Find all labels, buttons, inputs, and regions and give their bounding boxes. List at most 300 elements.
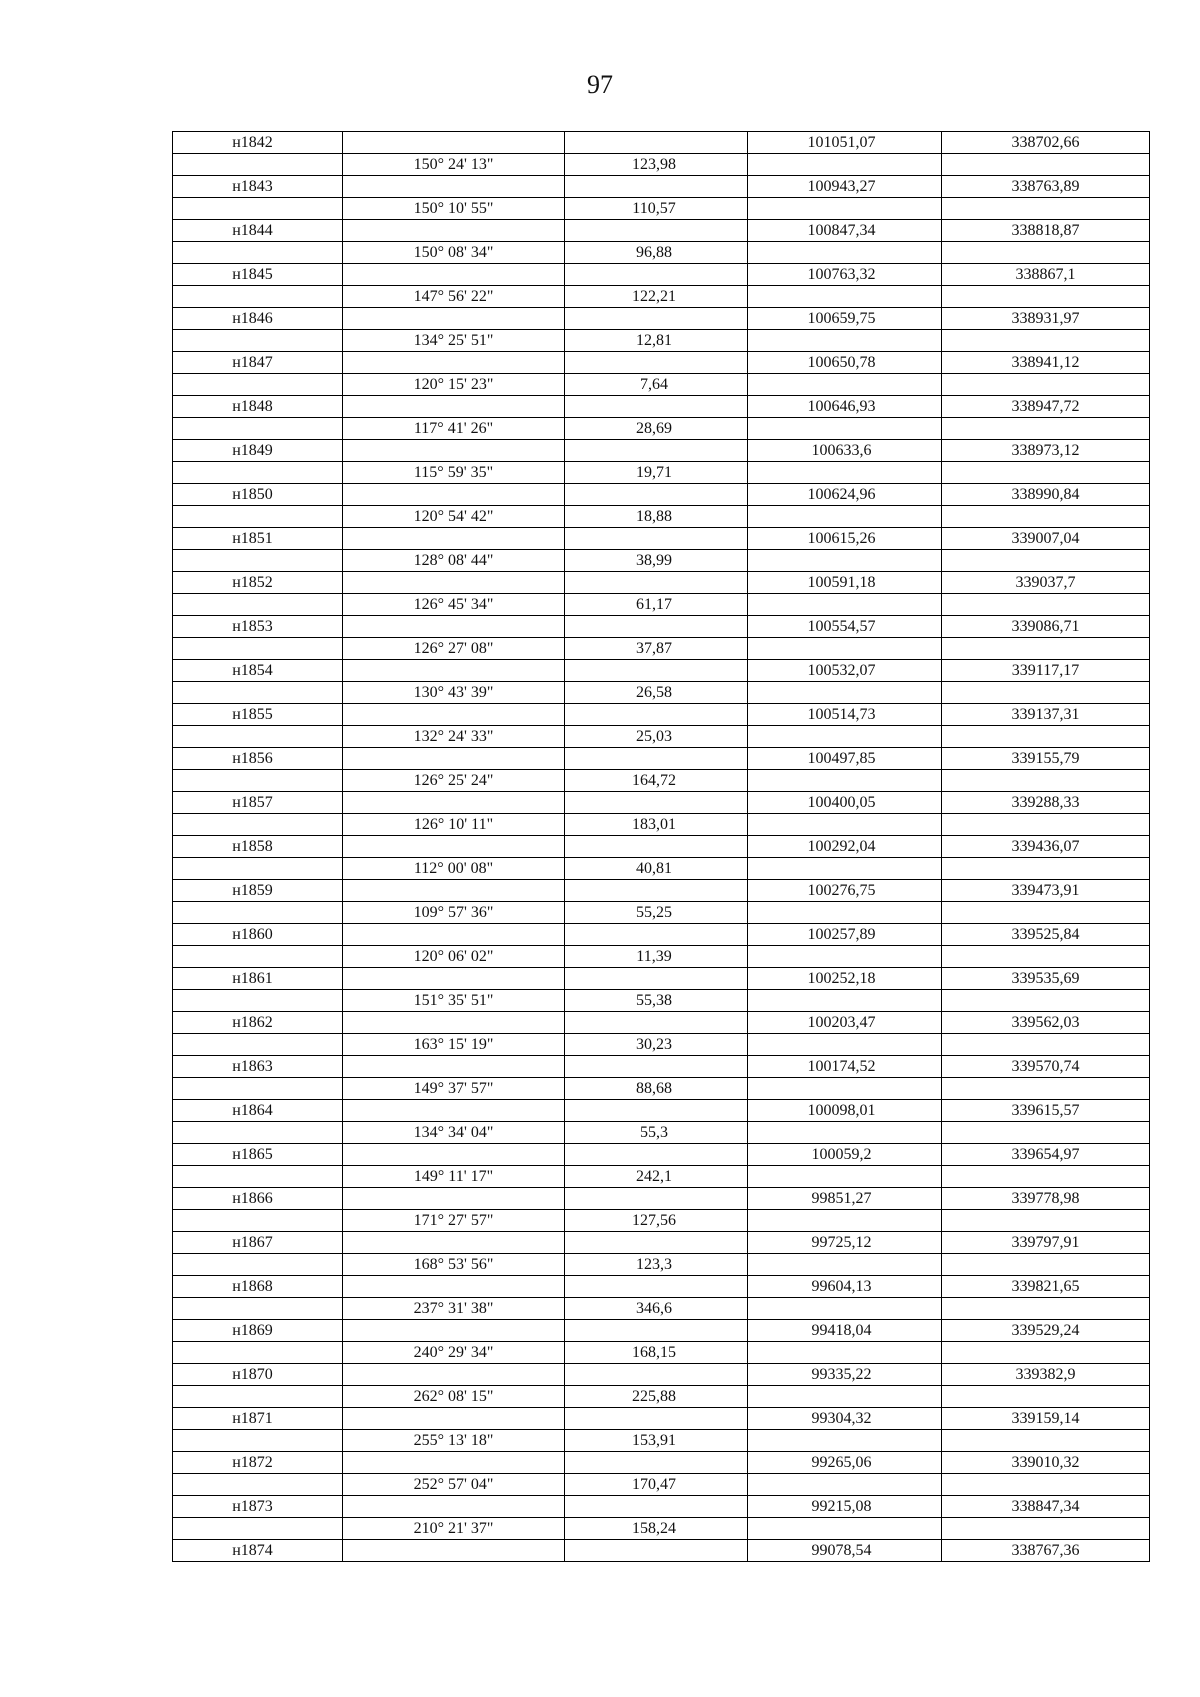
distance-cell: 12,81 <box>565 330 748 352</box>
direction-angle-cell: 147° 56' 22" <box>343 286 565 308</box>
distance-cell <box>565 1188 748 1210</box>
direction-angle-cell: 134° 25' 51" <box>343 330 565 352</box>
point-name-cell <box>173 814 343 836</box>
point-row <box>173 1144 1150 1166</box>
point-name-cell <box>173 1122 343 1144</box>
direction-angle-cell: 126° 10' 11" <box>343 814 565 836</box>
y-coordinate-cell <box>942 286 1150 308</box>
point-name-cell: н1858 <box>173 836 343 858</box>
point-name-cell <box>173 1342 343 1364</box>
segment-row <box>173 594 1150 616</box>
point-row <box>173 528 1150 550</box>
point-row <box>173 1452 1150 1474</box>
point-name-cell: н1843 <box>173 176 343 198</box>
point-row <box>173 880 1150 902</box>
direction-angle-cell <box>343 440 565 462</box>
y-coordinate-cell: 339535,69 <box>942 968 1150 990</box>
point-row <box>173 1188 1150 1210</box>
x-coordinate-cell: 100292,04 <box>748 836 942 858</box>
direction-angle-cell <box>343 968 565 990</box>
point-name-cell: н1854 <box>173 660 343 682</box>
distance-cell <box>565 968 748 990</box>
direction-angle-cell <box>343 1408 565 1430</box>
x-coordinate-cell: 100763,32 <box>748 264 942 286</box>
y-coordinate-cell <box>942 198 1150 220</box>
direction-angle-cell <box>343 352 565 374</box>
y-coordinate-cell <box>942 1210 1150 1232</box>
distance-cell <box>565 792 748 814</box>
direction-angle-cell: 150° 24' 13" <box>343 154 565 176</box>
point-row <box>173 616 1150 638</box>
y-coordinate-cell <box>942 594 1150 616</box>
x-coordinate-cell: 100943,27 <box>748 176 942 198</box>
x-coordinate-cell: 100252,18 <box>748 968 942 990</box>
point-name-cell <box>173 1254 343 1276</box>
direction-angle-cell <box>343 1188 565 1210</box>
y-coordinate-cell <box>942 1298 1150 1320</box>
point-name-cell <box>173 594 343 616</box>
x-coordinate-cell: 100650,78 <box>748 352 942 374</box>
point-name-cell <box>173 638 343 660</box>
distance-cell <box>565 264 748 286</box>
direction-angle-cell: 126° 45' 34" <box>343 594 565 616</box>
point-name-cell <box>173 418 343 440</box>
y-coordinate-cell: 339778,98 <box>942 1188 1150 1210</box>
segment-row <box>173 462 1150 484</box>
y-coordinate-cell <box>942 330 1150 352</box>
x-coordinate-cell: 100624,96 <box>748 484 942 506</box>
distance-cell: 183,01 <box>565 814 748 836</box>
direction-angle-cell: 128° 08' 44" <box>343 550 565 572</box>
x-coordinate-cell <box>748 814 942 836</box>
distance-cell <box>565 308 748 330</box>
y-coordinate-cell <box>942 1518 1150 1540</box>
point-name-cell: н1857 <box>173 792 343 814</box>
distance-cell: 26,58 <box>565 682 748 704</box>
direction-angle-cell <box>343 836 565 858</box>
point-name-cell: н1871 <box>173 1408 343 1430</box>
distance-cell <box>565 1540 748 1562</box>
y-coordinate-cell: 338931,97 <box>942 308 1150 330</box>
distance-cell: 61,17 <box>565 594 748 616</box>
point-name-cell: н1872 <box>173 1452 343 1474</box>
direction-angle-cell <box>343 1232 565 1254</box>
direction-angle-cell <box>343 1540 565 1562</box>
x-coordinate-cell <box>748 1210 942 1232</box>
point-name-cell: н1846 <box>173 308 343 330</box>
y-coordinate-cell: 338941,12 <box>942 352 1150 374</box>
direction-angle-cell: 163° 15' 19" <box>343 1034 565 1056</box>
point-name-cell: н1842 <box>173 132 343 154</box>
distance-cell <box>565 1408 748 1430</box>
y-coordinate-cell: 338947,72 <box>942 396 1150 418</box>
y-coordinate-cell: 339821,65 <box>942 1276 1150 1298</box>
x-coordinate-cell <box>748 946 942 968</box>
coordinates-table <box>172 131 1150 1562</box>
point-name-cell: н1862 <box>173 1012 343 1034</box>
segment-row <box>173 506 1150 528</box>
page-number: 97 <box>587 70 613 99</box>
point-name-cell <box>173 154 343 176</box>
x-coordinate-cell: 100646,93 <box>748 396 942 418</box>
point-name-cell: н1849 <box>173 440 343 462</box>
segment-row <box>173 242 1150 264</box>
direction-angle-cell: 168° 53' 56" <box>343 1254 565 1276</box>
direction-angle-cell: 117° 41' 26" <box>343 418 565 440</box>
y-coordinate-cell <box>942 418 1150 440</box>
point-name-cell <box>173 726 343 748</box>
point-row <box>173 1012 1150 1034</box>
segment-row <box>173 1078 1150 1100</box>
x-coordinate-cell: 100554,57 <box>748 616 942 638</box>
x-coordinate-cell: 99604,13 <box>748 1276 942 1298</box>
direction-angle-cell <box>343 1276 565 1298</box>
distance-cell: 96,88 <box>565 242 748 264</box>
distance-cell <box>565 132 748 154</box>
segment-row <box>173 1166 1150 1188</box>
x-coordinate-cell <box>748 550 942 572</box>
distance-cell <box>565 748 748 770</box>
point-name-cell <box>173 198 343 220</box>
point-row <box>173 1496 1150 1518</box>
segment-row <box>173 1122 1150 1144</box>
direction-angle-cell <box>343 308 565 330</box>
y-coordinate-cell: 339117,17 <box>942 660 1150 682</box>
distance-cell: 164,72 <box>565 770 748 792</box>
direction-angle-cell: 210° 21' 37" <box>343 1518 565 1540</box>
distance-cell <box>565 1452 748 1474</box>
distance-cell: 242,1 <box>565 1166 748 1188</box>
segment-row <box>173 418 1150 440</box>
distance-cell <box>565 440 748 462</box>
point-row <box>173 924 1150 946</box>
point-name-cell: н1855 <box>173 704 343 726</box>
y-coordinate-cell: 338990,84 <box>942 484 1150 506</box>
direction-angle-cell: 120° 15' 23" <box>343 374 565 396</box>
y-coordinate-cell <box>942 858 1150 880</box>
direction-angle-cell <box>343 1012 565 1034</box>
x-coordinate-cell <box>748 990 942 1012</box>
point-row <box>173 660 1150 682</box>
segment-row <box>173 902 1150 924</box>
y-coordinate-cell <box>942 1342 1150 1364</box>
x-coordinate-cell <box>748 374 942 396</box>
x-coordinate-cell <box>748 1298 942 1320</box>
x-coordinate-cell <box>748 902 942 924</box>
point-name-cell: н1847 <box>173 352 343 374</box>
y-coordinate-cell: 339570,74 <box>942 1056 1150 1078</box>
point-name-cell <box>173 286 343 308</box>
direction-angle-cell <box>343 748 565 770</box>
y-coordinate-cell <box>942 1078 1150 1100</box>
direction-angle-cell: 171° 27' 57" <box>343 1210 565 1232</box>
direction-angle-cell: 134° 34' 04" <box>343 1122 565 1144</box>
point-name-cell <box>173 1474 343 1496</box>
segment-row <box>173 990 1150 1012</box>
segment-row <box>173 1298 1150 1320</box>
distance-cell: 346,6 <box>565 1298 748 1320</box>
direction-angle-cell <box>343 616 565 638</box>
point-name-cell <box>173 946 343 968</box>
y-coordinate-cell: 338767,36 <box>942 1540 1150 1562</box>
distance-cell <box>565 176 748 198</box>
point-row <box>173 1056 1150 1078</box>
distance-cell: 88,68 <box>565 1078 748 1100</box>
distance-cell <box>565 1232 748 1254</box>
distance-cell: 110,57 <box>565 198 748 220</box>
distance-cell: 127,56 <box>565 1210 748 1232</box>
point-name-cell: н1867 <box>173 1232 343 1254</box>
segment-row <box>173 1254 1150 1276</box>
point-row <box>173 792 1150 814</box>
distance-cell: 225,88 <box>565 1386 748 1408</box>
y-coordinate-cell: 338847,34 <box>942 1496 1150 1518</box>
distance-cell: 55,38 <box>565 990 748 1012</box>
distance-cell: 19,71 <box>565 462 748 484</box>
y-coordinate-cell: 339797,91 <box>942 1232 1150 1254</box>
point-name-cell <box>173 770 343 792</box>
direction-angle-cell <box>343 396 565 418</box>
distance-cell <box>565 220 748 242</box>
distance-cell <box>565 660 748 682</box>
distance-cell <box>565 1364 748 1386</box>
x-coordinate-cell: 100203,47 <box>748 1012 942 1034</box>
distance-cell <box>565 704 748 726</box>
x-coordinate-cell <box>748 1518 942 1540</box>
distance-cell <box>565 616 748 638</box>
y-coordinate-cell <box>942 990 1150 1012</box>
direction-angle-cell: 149° 37' 57" <box>343 1078 565 1100</box>
y-coordinate-cell <box>942 506 1150 528</box>
point-name-cell <box>173 330 343 352</box>
segment-row <box>173 1034 1150 1056</box>
x-coordinate-cell: 100659,75 <box>748 308 942 330</box>
distance-cell: 18,88 <box>565 506 748 528</box>
distance-cell <box>565 836 748 858</box>
x-coordinate-cell <box>748 330 942 352</box>
x-coordinate-cell <box>748 858 942 880</box>
point-name-cell <box>173 550 343 572</box>
direction-angle-cell: 262° 08' 15" <box>343 1386 565 1408</box>
point-name-cell <box>173 1078 343 1100</box>
segment-row <box>173 682 1150 704</box>
point-row <box>173 1408 1150 1430</box>
y-coordinate-cell: 339436,07 <box>942 836 1150 858</box>
point-name-cell <box>173 1386 343 1408</box>
point-name-cell: н1864 <box>173 1100 343 1122</box>
y-coordinate-cell: 339010,32 <box>942 1452 1150 1474</box>
point-row <box>173 352 1150 374</box>
x-coordinate-cell <box>748 1386 942 1408</box>
y-coordinate-cell <box>942 1430 1150 1452</box>
x-coordinate-cell: 100633,6 <box>748 440 942 462</box>
direction-angle-cell: 120° 06' 02" <box>343 946 565 968</box>
y-coordinate-cell <box>942 1122 1150 1144</box>
y-coordinate-cell <box>942 1166 1150 1188</box>
direction-angle-cell: 151° 35' 51" <box>343 990 565 1012</box>
segment-row <box>173 1430 1150 1452</box>
x-coordinate-cell <box>748 1342 942 1364</box>
distance-cell <box>565 1056 748 1078</box>
y-coordinate-cell <box>942 1034 1150 1056</box>
distance-cell <box>565 1012 748 1034</box>
distance-cell <box>565 572 748 594</box>
point-name-cell <box>173 1298 343 1320</box>
direction-angle-cell: 126° 25' 24" <box>343 770 565 792</box>
direction-angle-cell: 109° 57' 36" <box>343 902 565 924</box>
direction-angle-cell <box>343 1100 565 1122</box>
direction-angle-cell <box>343 880 565 902</box>
point-name-cell: н1869 <box>173 1320 343 1342</box>
y-coordinate-cell <box>942 770 1150 792</box>
y-coordinate-cell: 338818,87 <box>942 220 1150 242</box>
direction-angle-cell: 126° 27' 08" <box>343 638 565 660</box>
y-coordinate-cell: 338867,1 <box>942 264 1150 286</box>
point-name-cell: н1865 <box>173 1144 343 1166</box>
direction-angle-cell <box>343 484 565 506</box>
direction-angle-cell <box>343 1452 565 1474</box>
x-coordinate-cell <box>748 1078 942 1100</box>
distance-cell: 40,81 <box>565 858 748 880</box>
distance-cell: 123,98 <box>565 154 748 176</box>
direction-angle-cell <box>343 1364 565 1386</box>
y-coordinate-cell <box>942 682 1150 704</box>
direction-angle-cell <box>343 528 565 550</box>
direction-angle-cell <box>343 792 565 814</box>
distance-cell <box>565 396 748 418</box>
y-coordinate-cell <box>942 242 1150 264</box>
direction-angle-cell <box>343 264 565 286</box>
y-coordinate-cell: 339137,31 <box>942 704 1150 726</box>
point-name-cell <box>173 1166 343 1188</box>
direction-angle-cell <box>343 704 565 726</box>
x-coordinate-cell: 99725,12 <box>748 1232 942 1254</box>
direction-angle-cell <box>343 572 565 594</box>
distance-cell <box>565 1100 748 1122</box>
x-coordinate-cell <box>748 594 942 616</box>
y-coordinate-cell <box>942 1254 1150 1276</box>
x-coordinate-cell <box>748 1166 942 1188</box>
point-name-cell: н1860 <box>173 924 343 946</box>
x-coordinate-cell <box>748 1474 942 1496</box>
y-coordinate-cell: 339159,14 <box>942 1408 1150 1430</box>
point-name-cell <box>173 990 343 1012</box>
point-name-cell <box>173 1034 343 1056</box>
point-name-cell: н1863 <box>173 1056 343 1078</box>
point-name-cell <box>173 374 343 396</box>
segment-row <box>173 858 1150 880</box>
direction-angle-cell <box>343 132 565 154</box>
distance-cell: 170,47 <box>565 1474 748 1496</box>
segment-row <box>173 726 1150 748</box>
segment-row <box>173 1210 1150 1232</box>
point-row <box>173 484 1150 506</box>
coordinates-table-body <box>173 132 1150 1562</box>
x-coordinate-cell: 99078,54 <box>748 1540 942 1562</box>
point-name-cell: н1844 <box>173 220 343 242</box>
x-coordinate-cell <box>748 418 942 440</box>
x-coordinate-cell <box>748 726 942 748</box>
x-coordinate-cell <box>748 682 942 704</box>
distance-cell: 11,39 <box>565 946 748 968</box>
y-coordinate-cell: 338763,89 <box>942 176 1150 198</box>
point-name-cell: н1861 <box>173 968 343 990</box>
y-coordinate-cell: 339155,79 <box>942 748 1150 770</box>
distance-cell: 37,87 <box>565 638 748 660</box>
direction-angle-cell: 149° 11' 17" <box>343 1166 565 1188</box>
x-coordinate-cell <box>748 638 942 660</box>
distance-cell: 153,91 <box>565 1430 748 1452</box>
distance-cell <box>565 1496 748 1518</box>
x-coordinate-cell: 99265,06 <box>748 1452 942 1474</box>
distance-cell: 55,3 <box>565 1122 748 1144</box>
point-name-cell: н1856 <box>173 748 343 770</box>
x-coordinate-cell <box>748 1254 942 1276</box>
point-row <box>173 264 1150 286</box>
x-coordinate-cell: 100400,05 <box>748 792 942 814</box>
y-coordinate-cell <box>942 946 1150 968</box>
distance-cell: 30,23 <box>565 1034 748 1056</box>
point-row <box>173 308 1150 330</box>
x-coordinate-cell: 99851,27 <box>748 1188 942 1210</box>
x-coordinate-cell: 100098,01 <box>748 1100 942 1122</box>
distance-cell <box>565 484 748 506</box>
point-name-cell <box>173 1518 343 1540</box>
segment-row <box>173 374 1150 396</box>
y-coordinate-cell: 339654,97 <box>942 1144 1150 1166</box>
distance-cell <box>565 1320 748 1342</box>
distance-cell: 25,03 <box>565 726 748 748</box>
direction-angle-cell <box>343 660 565 682</box>
point-name-cell: н1859 <box>173 880 343 902</box>
direction-angle-cell <box>343 220 565 242</box>
direction-angle-cell: 240° 29' 34" <box>343 1342 565 1364</box>
point-name-cell: н1868 <box>173 1276 343 1298</box>
x-coordinate-cell <box>748 1430 942 1452</box>
x-coordinate-cell <box>748 154 942 176</box>
x-coordinate-cell: 100847,34 <box>748 220 942 242</box>
point-row <box>173 132 1150 154</box>
segment-row <box>173 814 1150 836</box>
distance-cell: 122,21 <box>565 286 748 308</box>
distance-cell: 38,99 <box>565 550 748 572</box>
point-row <box>173 1364 1150 1386</box>
point-name-cell: н1850 <box>173 484 343 506</box>
point-name-cell <box>173 858 343 880</box>
y-coordinate-cell: 339529,24 <box>942 1320 1150 1342</box>
direction-angle-cell: 252° 57' 04" <box>343 1474 565 1496</box>
point-name-cell <box>173 462 343 484</box>
x-coordinate-cell <box>748 770 942 792</box>
direction-angle-cell <box>343 1496 565 1518</box>
y-coordinate-cell: 339288,33 <box>942 792 1150 814</box>
direction-angle-cell: 255° 13' 18" <box>343 1430 565 1452</box>
y-coordinate-cell <box>942 638 1150 660</box>
segment-row <box>173 330 1150 352</box>
segment-row <box>173 154 1150 176</box>
distance-cell <box>565 352 748 374</box>
point-name-cell <box>173 1430 343 1452</box>
x-coordinate-cell <box>748 462 942 484</box>
y-coordinate-cell: 339007,04 <box>942 528 1150 550</box>
point-row <box>173 836 1150 858</box>
y-coordinate-cell <box>942 374 1150 396</box>
distance-cell <box>565 1144 748 1166</box>
point-name-cell <box>173 242 343 264</box>
y-coordinate-cell <box>942 154 1150 176</box>
distance-cell <box>565 924 748 946</box>
point-row <box>173 968 1150 990</box>
